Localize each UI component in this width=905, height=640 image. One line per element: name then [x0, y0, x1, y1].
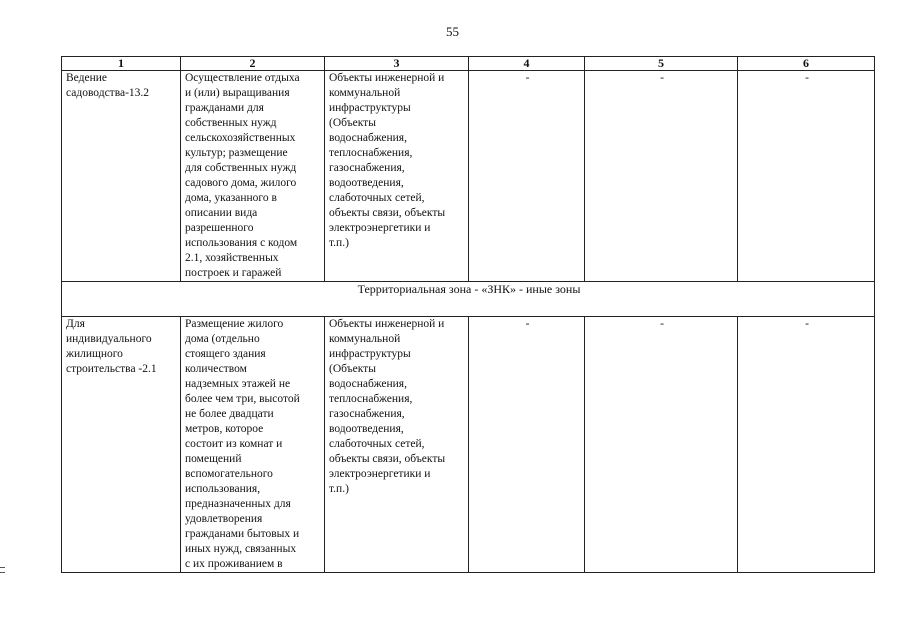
cell-text: Ведение садоводства-13.2	[66, 72, 150, 99]
column-header-3: 3	[325, 57, 469, 71]
cell-land-use-name	[62, 71, 181, 282]
cell-text: Объекты инженерной и коммунальной инфраструктуры (Объекты водоснабжения, теплоснабжения, газоснабжения, водоотведения, слаботочных сетей, объекты связи, объекты электроэнергетики и т.п.)	[329, 72, 446, 249]
cell-infrastructure-objects	[325, 71, 469, 282]
cell-text: Объекты инженерной и коммунальной инфраструктуры (Объекты водоснабжения, теплоснабжения, газоснабжения, водоотведения, слаботочных сетей, объекты связи, объекты электроэнергетики и т.п.)	[329, 318, 446, 495]
table-row	[62, 71, 875, 282]
table-row	[62, 317, 875, 573]
cell-col4: -	[469, 71, 585, 282]
cell-col5: -	[585, 317, 738, 573]
scan-margin-mark	[0, 567, 5, 573]
cell-land-use-name	[62, 317, 181, 573]
cell-text: Размещение жилого дома (отдельно стоящего здания количеством надземных этажей не более чем три, высотой не более двадцати метров, которое состоит из комнат и помещений вспомогательного использования, предназначенных для удовлетворения гражданами бытовых и иных нужд, связанных с их проживанием в	[185, 318, 300, 570]
cell-col4: -	[469, 317, 585, 573]
table-header-row	[62, 57, 875, 71]
page-number: 55	[446, 24, 459, 39]
column-header-2: 2	[181, 57, 325, 71]
cell-infrastructure-objects	[325, 317, 469, 573]
cell-col6: -	[738, 71, 875, 282]
zone-title: Территориальная зона - «ЗНК» - иные зоны	[62, 282, 875, 317]
cell-text: Осуществление отдыха и (или) выращивания гражданами для собственных нужд сельскохозяйственных культур; размещение для собственных нужд садового дома, жилого дома, указанного в описании вида разрешенного использования с кодом 2.1, хозяйственных построек и гаражей	[185, 72, 300, 279]
column-header-4: 4	[469, 57, 585, 71]
cell-col5: -	[585, 71, 738, 282]
cell-text: Для индивидуального жилищного строительства -2.1	[66, 318, 157, 375]
cell-col6: -	[738, 317, 875, 573]
column-header-5: 5	[585, 57, 738, 71]
cell-land-use-description	[181, 71, 325, 282]
column-header-6: 6	[738, 57, 875, 71]
zone-title-row	[62, 282, 875, 317]
column-header-1: 1	[62, 57, 181, 71]
cell-land-use-description	[181, 317, 325, 573]
zoning-table	[61, 56, 875, 573]
